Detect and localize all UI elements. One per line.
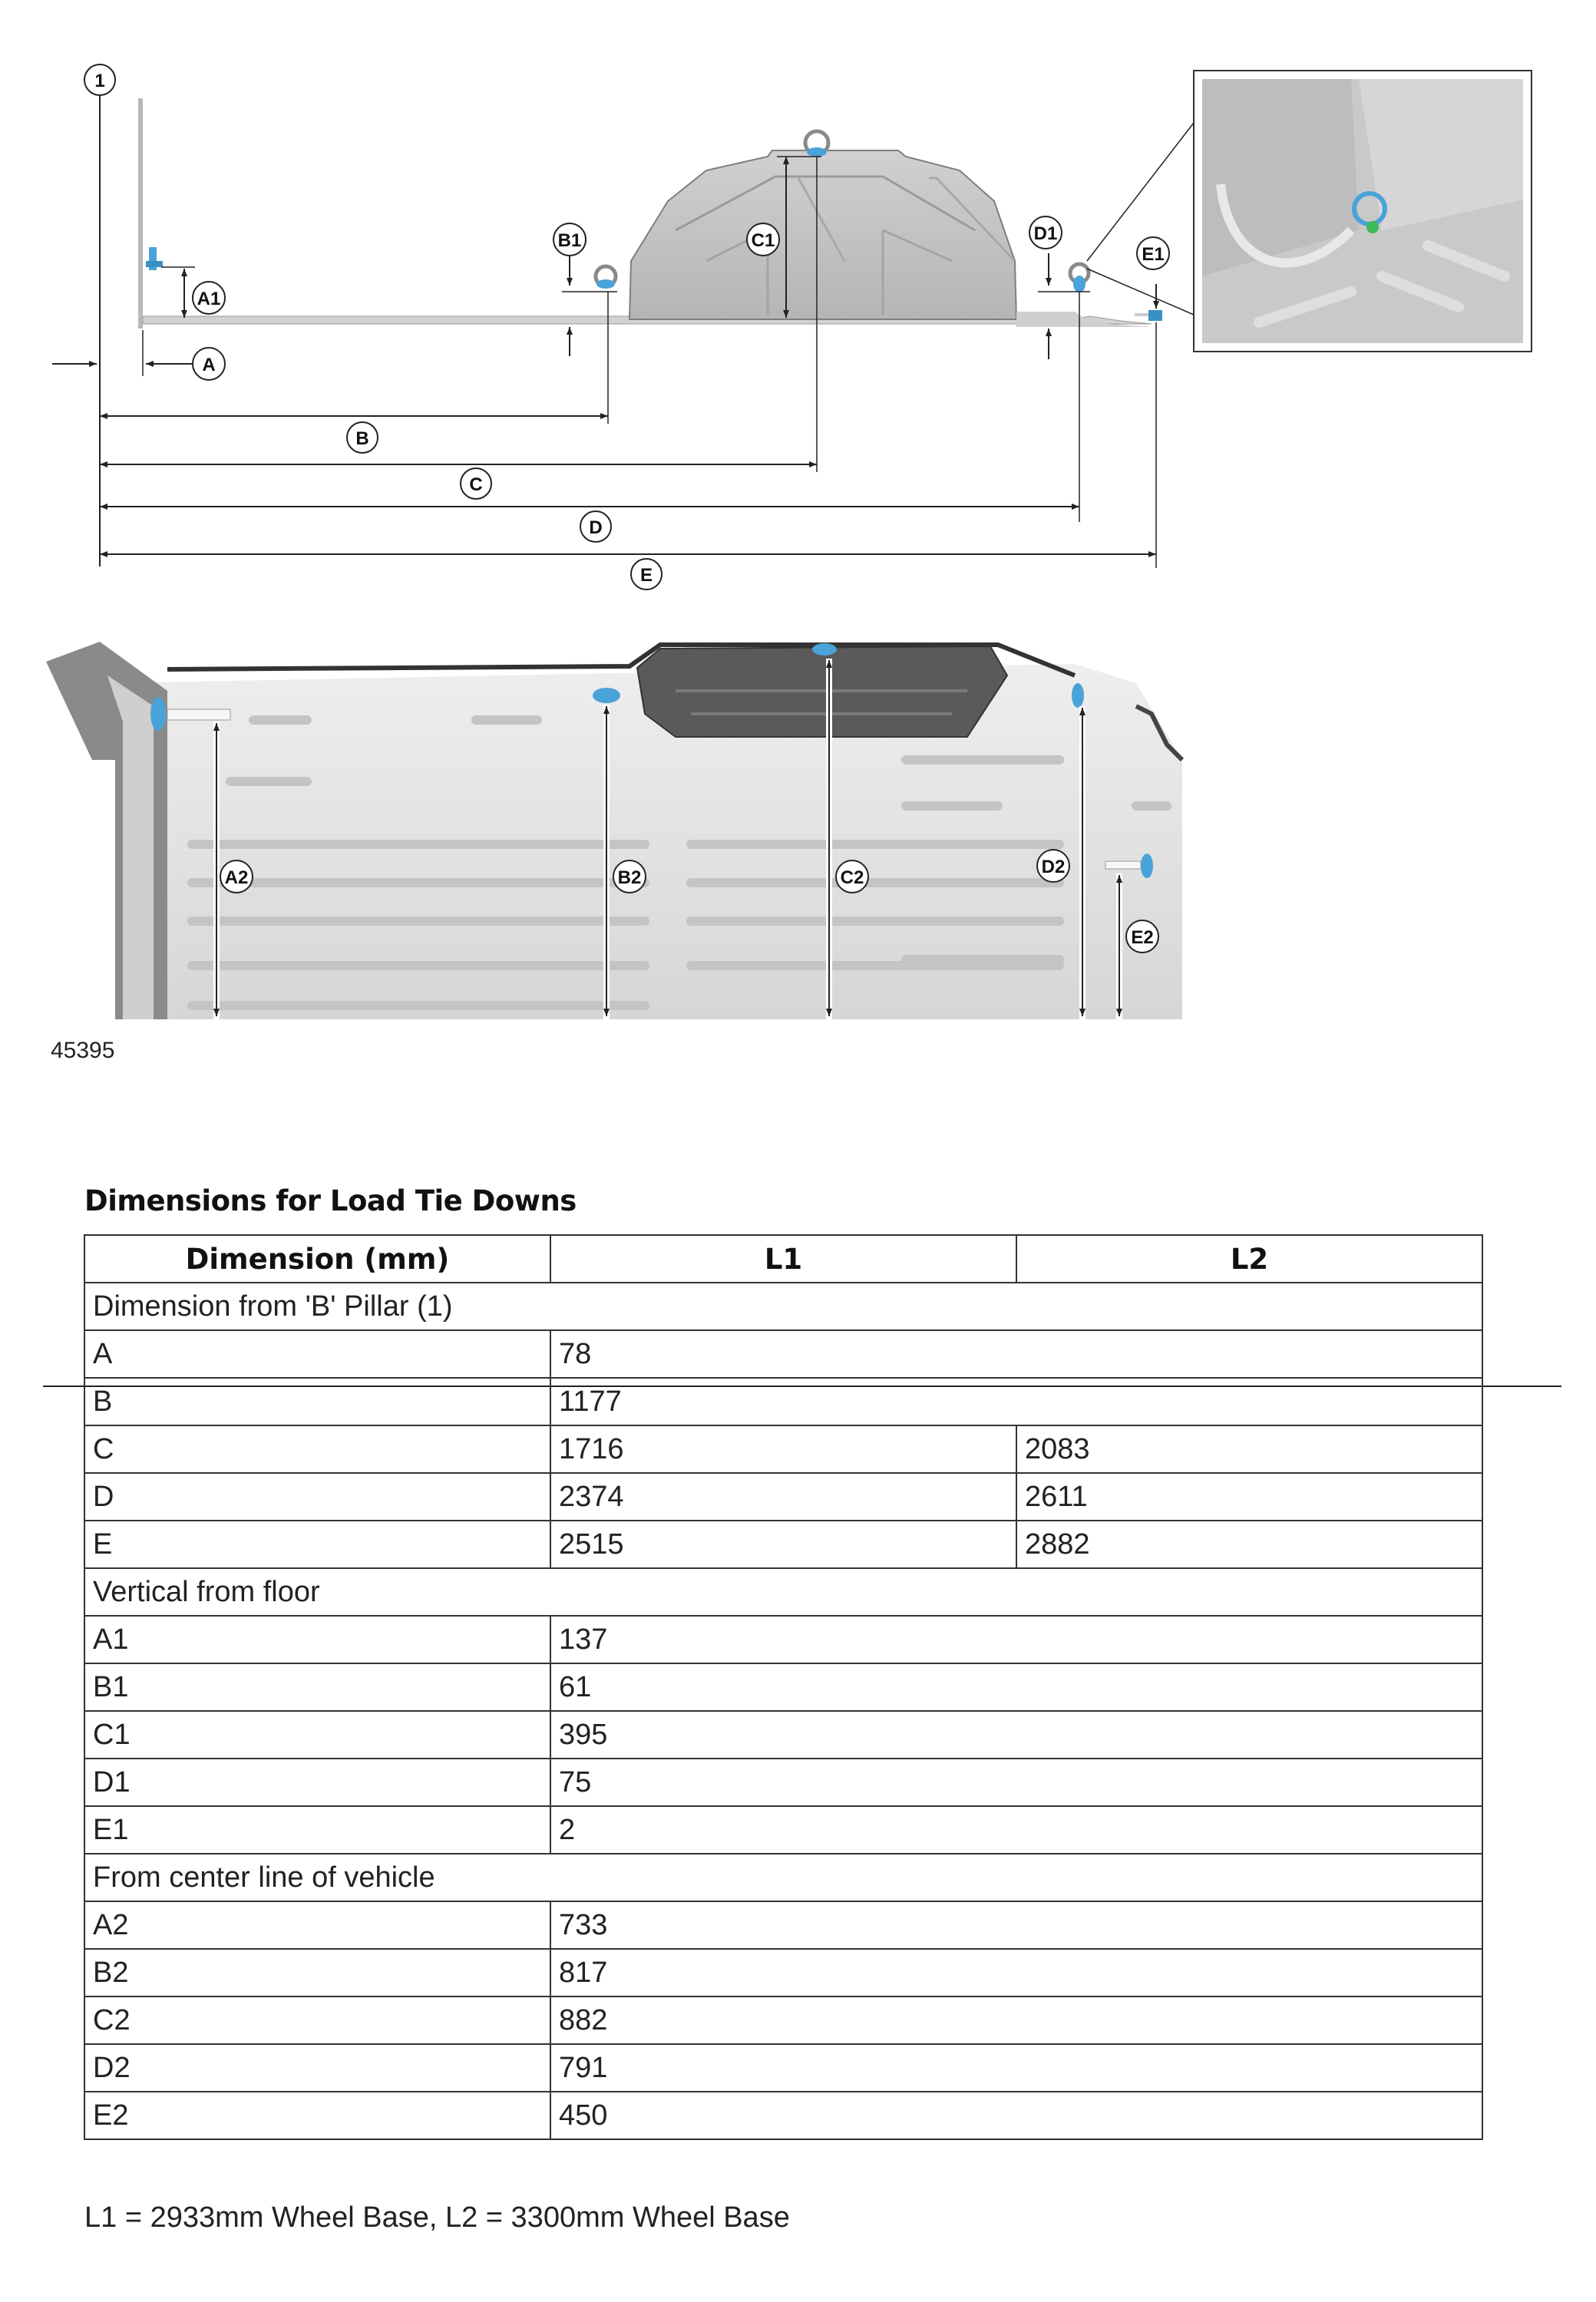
callout-d2 <box>1037 850 1069 882</box>
table-row <box>84 1711 1482 1759</box>
row-value-l2: 2611 <box>1016 1473 1482 1521</box>
callout-c <box>461 468 491 499</box>
row-value-l2: 2083 <box>1016 1425 1482 1473</box>
svg-text:A2: A2 <box>224 867 249 888</box>
callout-e2 <box>1126 920 1158 953</box>
dimensions-table <box>84 1234 1483 2140</box>
table-row <box>84 1901 1482 1949</box>
row-value-l2: 2882 <box>1016 1521 1482 1568</box>
svg-text:C: C <box>469 474 483 495</box>
row-value: 817 <box>550 1949 1482 1996</box>
header-l2: L2 <box>1016 1235 1482 1283</box>
detail-leader-top <box>1087 123 1194 261</box>
row-value: 78 <box>550 1330 1482 1378</box>
svg-text:E1: E1 <box>1142 244 1165 265</box>
callout-c1 <box>747 223 779 256</box>
table-row <box>84 1663 1482 1711</box>
callout-e <box>631 559 662 590</box>
row-value: 137 <box>550 1616 1482 1663</box>
row-value: 2 <box>550 1806 1482 1854</box>
table-row <box>84 1521 1482 1568</box>
row-value: 882 <box>550 1996 1482 2044</box>
row-value-l1: 2515 <box>550 1521 1016 1568</box>
callout-a <box>193 348 225 380</box>
svg-text:C1: C1 <box>751 230 775 251</box>
side-view <box>52 71 1532 568</box>
table-row <box>84 1330 1482 1378</box>
callout-a2 <box>220 860 253 893</box>
row-value: 75 <box>550 1759 1482 1806</box>
row-value: 791 <box>550 2044 1482 2092</box>
table-row <box>84 1759 1482 1806</box>
row-name: A1 <box>84 1616 550 1663</box>
callout-pillar <box>84 64 115 95</box>
svg-text:B: B <box>355 428 369 449</box>
tie-down-b2-icon <box>593 688 620 703</box>
tie-down-diagram <box>0 0 1596 1044</box>
svg-text:E2: E2 <box>1131 927 1154 948</box>
section-label: From center line of vehicle <box>84 1854 1482 1901</box>
row-name: E2 <box>84 2092 550 2139</box>
table-header-row <box>84 1235 1482 1283</box>
svg-text:D1: D1 <box>1033 223 1058 244</box>
tie-down-e2-bracket <box>1105 861 1141 869</box>
callout-b <box>347 422 378 453</box>
table-row <box>84 1378 1482 1425</box>
plan-view <box>46 642 1182 1019</box>
table-row <box>84 1806 1482 1854</box>
row-name: D2 <box>84 2044 550 2092</box>
table-row <box>84 2092 1482 2139</box>
row-value: 1177 <box>550 1378 1482 1425</box>
section-label: Dimension from 'B' Pillar (1) <box>84 1283 1482 1330</box>
row-value-l1: 1716 <box>550 1425 1016 1473</box>
svg-text:1: 1 <box>94 71 105 91</box>
rear-floor-profile <box>1016 312 1152 327</box>
svg-text:B2: B2 <box>617 867 642 888</box>
tie-down-a2-bracket <box>167 709 230 720</box>
svg-text:D: D <box>589 517 603 538</box>
row-name: B1 <box>84 1663 550 1711</box>
tie-down-e1-icon <box>1135 310 1162 321</box>
row-name: B <box>84 1378 550 1425</box>
svg-text:E: E <box>639 565 653 586</box>
callout-d <box>580 511 611 542</box>
row-name: D <box>84 1473 550 1521</box>
row-name: C2 <box>84 1996 550 2044</box>
tie-down-d1-icon <box>1070 264 1089 292</box>
callout-e1 <box>1137 237 1169 269</box>
table-row <box>84 1616 1482 1663</box>
callout-a1 <box>193 282 225 314</box>
callout-d1 <box>1029 216 1062 249</box>
svg-text:A: A <box>202 355 216 375</box>
side-wall-post <box>138 98 143 329</box>
table-row <box>84 2044 1482 2092</box>
row-value: 61 <box>550 1663 1482 1711</box>
figure-number: 45395 <box>51 1038 115 1063</box>
svg-text:C2: C2 <box>840 867 864 888</box>
callout-b1 <box>553 223 586 256</box>
table-row <box>84 1473 1482 1521</box>
tie-down-d2-icon <box>1072 683 1084 708</box>
section-row <box>84 1283 1482 1330</box>
tie-down-b1-icon <box>596 266 616 289</box>
row-value: 395 <box>550 1711 1482 1759</box>
callout-c2 <box>836 860 868 893</box>
row-name: B2 <box>84 1949 550 1996</box>
row-name: D1 <box>84 1759 550 1806</box>
row-value: 733 <box>550 1901 1482 1949</box>
table-row <box>84 1425 1482 1473</box>
section-row <box>84 1854 1482 1901</box>
svg-text:D2: D2 <box>1041 857 1066 877</box>
tie-down-c2-icon <box>812 643 837 656</box>
row-value: 450 <box>550 2092 1482 2139</box>
row-name: E1 <box>84 1806 550 1854</box>
header-l1: L1 <box>550 1235 1016 1283</box>
row-name: A <box>84 1330 550 1378</box>
table-title: Dimensions for Load Tie Downs <box>84 1184 577 1217</box>
row-value-l1: 2374 <box>550 1473 1016 1521</box>
table-row <box>84 1996 1482 2044</box>
section-label: Vertical from floor <box>84 1568 1482 1616</box>
header-dimension: Dimension (mm) <box>84 1235 550 1283</box>
detail-leader-bottom <box>1087 269 1194 315</box>
diagram-svg <box>0 0 1596 1044</box>
row-name: C1 <box>84 1711 550 1759</box>
wheelbase-footnote: L1 = 2933mm Wheel Base, L2 = 3300mm Wheel Base <box>84 2201 790 2234</box>
section-row <box>84 1568 1482 1616</box>
tie-down-c1-icon <box>805 131 828 157</box>
tie-down-a2-icon <box>150 697 166 731</box>
svg-text:A1: A1 <box>197 289 221 309</box>
svg-text:B1: B1 <box>557 230 582 251</box>
tie-down-a1-icon <box>146 247 163 270</box>
table-row <box>84 1949 1482 1996</box>
row-name: A2 <box>84 1901 550 1949</box>
row-name: C <box>84 1425 550 1473</box>
callout-b2 <box>613 860 646 893</box>
tie-down-e2-icon <box>1141 854 1153 878</box>
row-name: E <box>84 1521 550 1568</box>
